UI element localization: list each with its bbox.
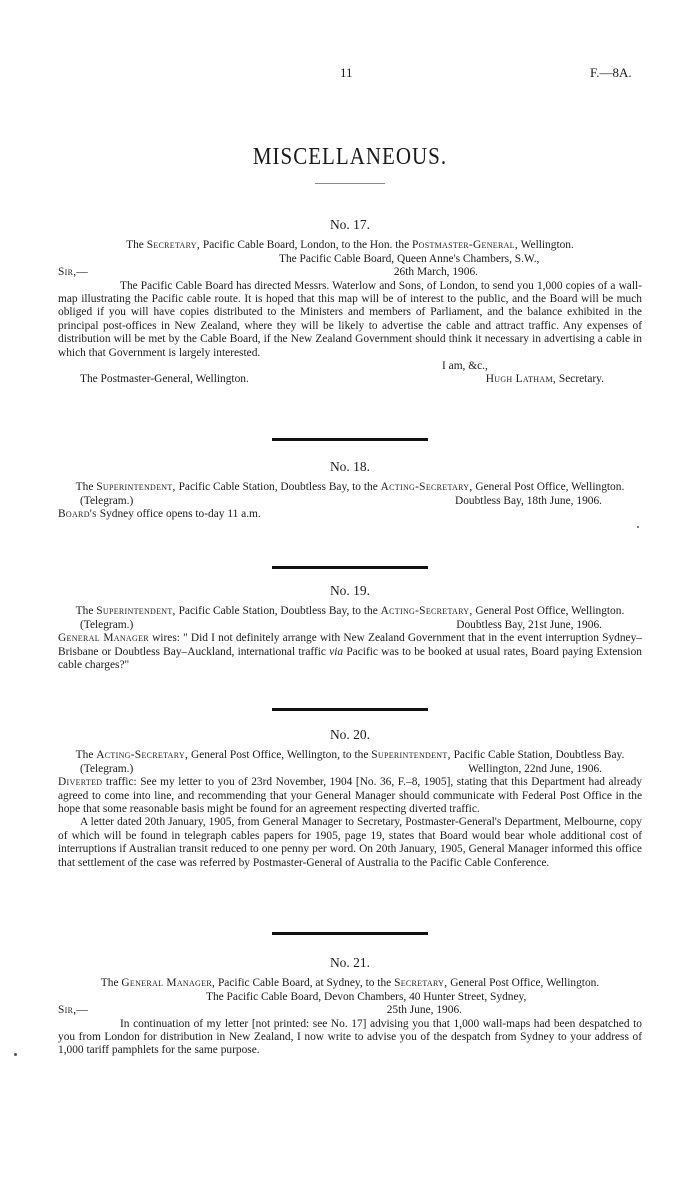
margin-speck — [637, 526, 639, 528]
letter-date: 25th June, 1906. — [386, 1004, 462, 1017]
section-no-20 — [58, 728, 642, 870]
section-heading: The Superintendent, Pacific Cable Station, Doubtless Bay, to the Acting-Secretary, General Post Office, Wellington. — [75, 605, 625, 618]
sender-address: The Pacific Cable Board, Queen Anne's Chambers, S.W., — [279, 252, 540, 265]
section-no-17 — [58, 218, 642, 387]
section-divider — [272, 566, 428, 569]
telegram-label: (Telegram.) — [80, 618, 134, 631]
telegram-label: (Telegram.) — [80, 494, 134, 507]
letter-body: The Pacific Cable Board has directed Messrs. Waterlow and Sons, of London, to send you 1,000 copies of a wall-map illustrating the Pacific cable route. It is hoped that this map will be of interest to the public, and the Board will be much obliged if you will have copies distributed to the Ministers and members of Parliament, and the balance exhibited in the principal post-offices in New Zealand, where they will be likely to advertise the cable and attract traffic. Any expenses of distribution will be met by the Cable Board, if the New Zealand Government should think it necessary in advertising a cable in which that Government is largely interested. — [58, 279, 642, 359]
telegram-body: General Manager wires: " Did I not definitely arrange with New Zealand Government that in the event interruption Sydney–Brisbane or Doubtless Bay–Auckland, international traffic via Pacific was to be booked at usual rates, Board paying Extension cable charges?" — [58, 632, 642, 672]
telegram-body-continued: A letter dated 20th January, 1905, from General Manager to Secretary, Postmaster-General's Department, Melbourne, copy of which will be found in telegraph cables papers for 1905, page 19, states that Board would bear whole additional cost of interruptions if Australian transit reduced to one penny per word. On 20th January, 1905, General Manager informed this office that settlement of the case was referred by Postmaster-General of Australia to the Pacific Cable Conference. — [58, 816, 642, 869]
addressee-signature-row — [58, 373, 642, 386]
dateline: Doubtless Bay, 18th June, 1906. — [454, 494, 602, 507]
section-divider — [272, 708, 428, 711]
section-number: No. 18. — [329, 459, 371, 474]
letter-body: In continuation of my letter [not printed: see No. 17] advising you that 1,000 wall-maps had been despatched to you from London for distribution in New Zealand, I now write to advise you of the despatch from Sydney to your address of 1,000 tariff pamphlets for the same purpose. — [58, 1017, 642, 1057]
addressee: The Postmaster-General, Wellington. — [80, 373, 249, 386]
dateline: Doubtless Bay, 21st June, 1906. — [456, 618, 602, 631]
salutation-date-row — [58, 1004, 642, 1017]
telegram-body: Board's Sydney office opens to-day 11 a.m. — [58, 508, 261, 521]
telegram-body: Diverted traffic: See my letter to you of 23rd November, 1904 [No. 36, F.–8, 1905], stating that this Department had already agreed to come into line, and recommending that your General Manager should communicate with Federal Post Office in the hope that some reasonable basis might be found for an agreement respecting diverted traffic. — [58, 776, 642, 816]
salutation: Sir,— — [58, 1004, 89, 1017]
telegram-label: (Telegram.) — [80, 762, 134, 775]
section-no-19 — [58, 584, 642, 672]
section-heading: The Superintendent, Pacific Cable Station, Doubtless Bay, to the Acting-Secretary, General Post Office, Wellington. — [75, 481, 625, 494]
section-heading: The Secretary, Pacific Cable Board, London, to the Hon. the Postmaster-General, Wellington. — [126, 239, 574, 252]
title-divider — [315, 183, 385, 184]
letter-date: 26th March, 1906. — [393, 266, 478, 279]
section-divider — [272, 438, 428, 441]
section-divider — [272, 932, 428, 935]
section-number: No. 17. — [329, 217, 371, 232]
closing: I am, &c., — [442, 360, 488, 373]
telegram-row — [58, 495, 642, 508]
page-number: 11 — [340, 65, 353, 80]
section-number: No. 20. — [329, 727, 371, 742]
margin-speck — [14, 1053, 17, 1056]
dateline: Wellington, 22nd June, 1906. — [468, 762, 602, 775]
telegram-row — [58, 763, 642, 776]
section-no-21 — [58, 956, 642, 1058]
section-heading: The General Manager, Pacific Cable Board, at Sydney, to the Secretary, General Post Office, Wellington. — [100, 977, 600, 990]
section-no-18 — [58, 460, 642, 522]
telegram-row — [58, 619, 642, 632]
document-reference: F.—8A. — [590, 65, 632, 80]
section-number: No. 19. — [329, 583, 371, 598]
section-number: No. 21. — [329, 955, 371, 970]
section-heading: The Acting-Secretary, General Post Office, Wellington, to the Superintendent, Pacific Cable Station, Doubtless Bay. — [75, 749, 625, 762]
salutation: Sir,— — [58, 266, 89, 279]
salutation-date-row — [58, 266, 642, 279]
sender-address: The Pacific Cable Board, Devon Chambers, 40 Hunter Street, Sydney, — [206, 990, 527, 1003]
signature: Hugh Latham, Secretary. — [485, 373, 604, 386]
page-title: MISCELLANEOUS. — [252, 142, 448, 170]
